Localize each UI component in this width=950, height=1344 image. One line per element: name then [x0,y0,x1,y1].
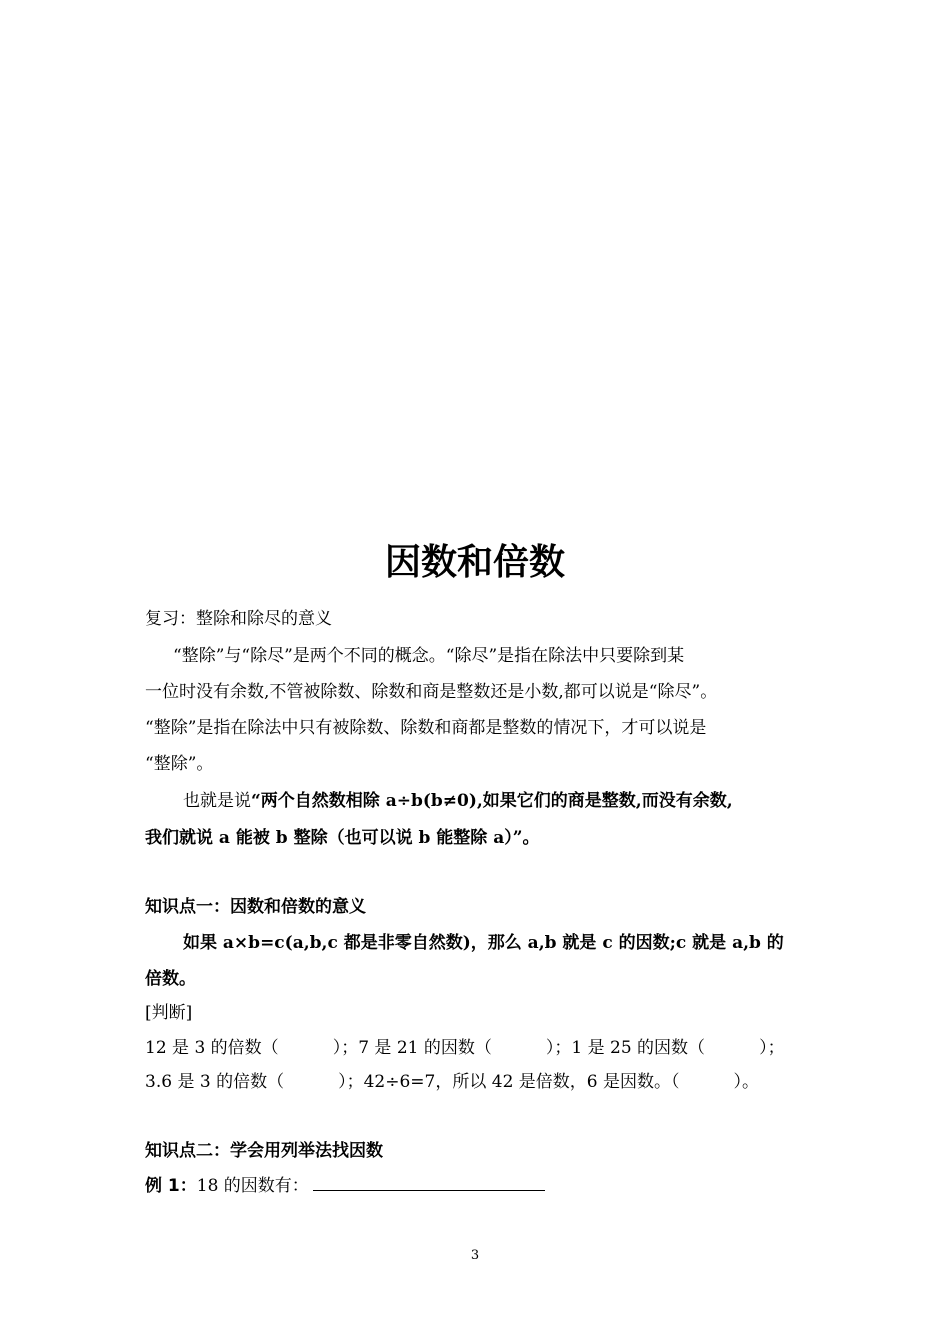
para2-line1 [145,789,863,813]
page-number: 3 [470,1248,480,1263]
para2-bold-text: “两个自然数相除 a÷b(b≠0),如果它们的商是整数,而没有余数, [251,791,733,811]
kp2-heading: 知识点二：学会用列举法找因数 [145,1141,383,1161]
judge-row1: 12 是 3 的倍数（ ）；7 是 21 的因数（ ）；1 是 25 的因数（ ）； [145,1038,785,1058]
page-title: 因数和倍数 [384,542,565,583]
review-heading: 复习：整除和除尽的意义 [145,609,332,629]
example1-label: 例 1： [145,1176,197,1196]
para1-line3: “整除”是指在除法中只有被除数、除数和商都是整数的情况下，才可以说是 [145,718,707,738]
para1-line2: 一位时没有余数,不管被除数、除数和商是整数还是小数,都可以说是“除尽”。 [145,682,718,702]
judge-row2: 3.6 是 3 的倍数（ ）；42÷6=7，所以 42 是倍数，6 是因数。（ ）。 [145,1072,760,1092]
kp1-heading: 知识点一：因数和倍数的意义 [145,897,366,917]
para1-line1: “整除”与“除尽”是两个不同的概念。“除尽”是指在除法中只要除到某 [173,646,685,666]
para2-prefix: 也就是说 [183,791,251,811]
judge-label: [判断] [145,1003,193,1023]
kp1-line2: 倍数。 [145,969,196,989]
para1-line4: “整除”。 [145,754,214,774]
answer-blank[interactable] [313,1174,545,1191]
example1 [145,1174,825,1198]
kp1-line1: 如果 a×b=c(a,b,c 都是非零自然数)，那么 a,b 就是 c 的因数;c 就是 a,b 的 [183,933,784,953]
para2-line2: 我们就说 a 能被 b 整除（也可以说 b 能整除 a）”。 [145,828,540,848]
example1-text: 18 的因数有： [196,1176,309,1196]
